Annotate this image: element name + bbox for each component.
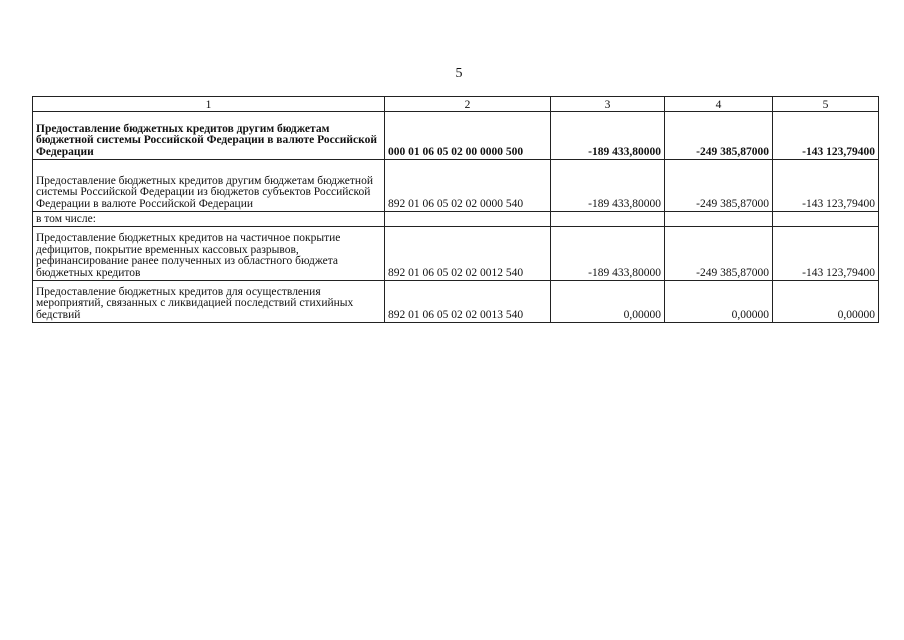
column-header-5: 5: [773, 97, 879, 112]
column-header-2: 2: [385, 97, 551, 112]
table-row-total: [33, 112, 879, 160]
row-code: 892 01 06 05 02 02 0000 540: [385, 160, 551, 212]
row-code: [385, 212, 551, 227]
row-value-2: [665, 212, 773, 227]
budget-table: [32, 96, 879, 323]
row-value-2: -249 385,87000: [665, 112, 773, 160]
header-row: [33, 97, 879, 112]
row-value-2: -249 385,87000: [665, 227, 773, 281]
table-row: [33, 227, 879, 281]
column-header-1: 1: [33, 97, 385, 112]
row-value-1: -189 433,80000: [551, 160, 665, 212]
table-row: [33, 160, 879, 212]
row-value-3: -143 123,79400: [773, 160, 879, 212]
row-value-1: -189 433,80000: [551, 227, 665, 281]
row-value-3: [773, 212, 879, 227]
row-value-2: -249 385,87000: [665, 160, 773, 212]
table-row-subheading: [33, 212, 879, 227]
row-value-1: 0,00000: [551, 281, 665, 323]
page-number: 5: [455, 66, 463, 81]
table-row: [33, 281, 879, 323]
row-code: 892 01 06 05 02 02 0013 540: [385, 281, 551, 323]
row-name: Предоставление бюджетных кредитов на частичное покрытие дефицитов, покрытие временных кассовых разрывов, рефинансирование ранее полученных из областного бюджета бюджетных кредитов: [33, 227, 385, 281]
row-value-2: 0,00000: [665, 281, 773, 323]
column-header-3: 3: [551, 97, 665, 112]
column-header-4: 4: [665, 97, 773, 112]
row-value-3: 0,00000: [773, 281, 879, 323]
row-value-1: -189 433,80000: [551, 112, 665, 160]
row-code: 892 01 06 05 02 02 0012 540: [385, 227, 551, 281]
row-name: в том числе:: [33, 212, 385, 227]
row-name: Предоставление бюджетных кредитов для осуществления мероприятий, связанных с ликвидацией последствий стихийных бедствий: [33, 281, 385, 323]
row-value-1: [551, 212, 665, 227]
row-name: Предоставление бюджетных кредитов другим бюджетам бюджетной системы Российской Федерации из бюджетов субъектов Российской Федерации в валюте Российской Федерации: [33, 160, 385, 212]
row-code: 000 01 06 05 02 00 0000 500: [385, 112, 551, 160]
row-value-3: -143 123,79400: [773, 112, 879, 160]
row-value-3: -143 123,79400: [773, 227, 879, 281]
row-name: Предоставление бюджетных кредитов другим бюджетам бюджетной системы Российской Федерации в валюте Российской Федерации: [33, 112, 385, 160]
